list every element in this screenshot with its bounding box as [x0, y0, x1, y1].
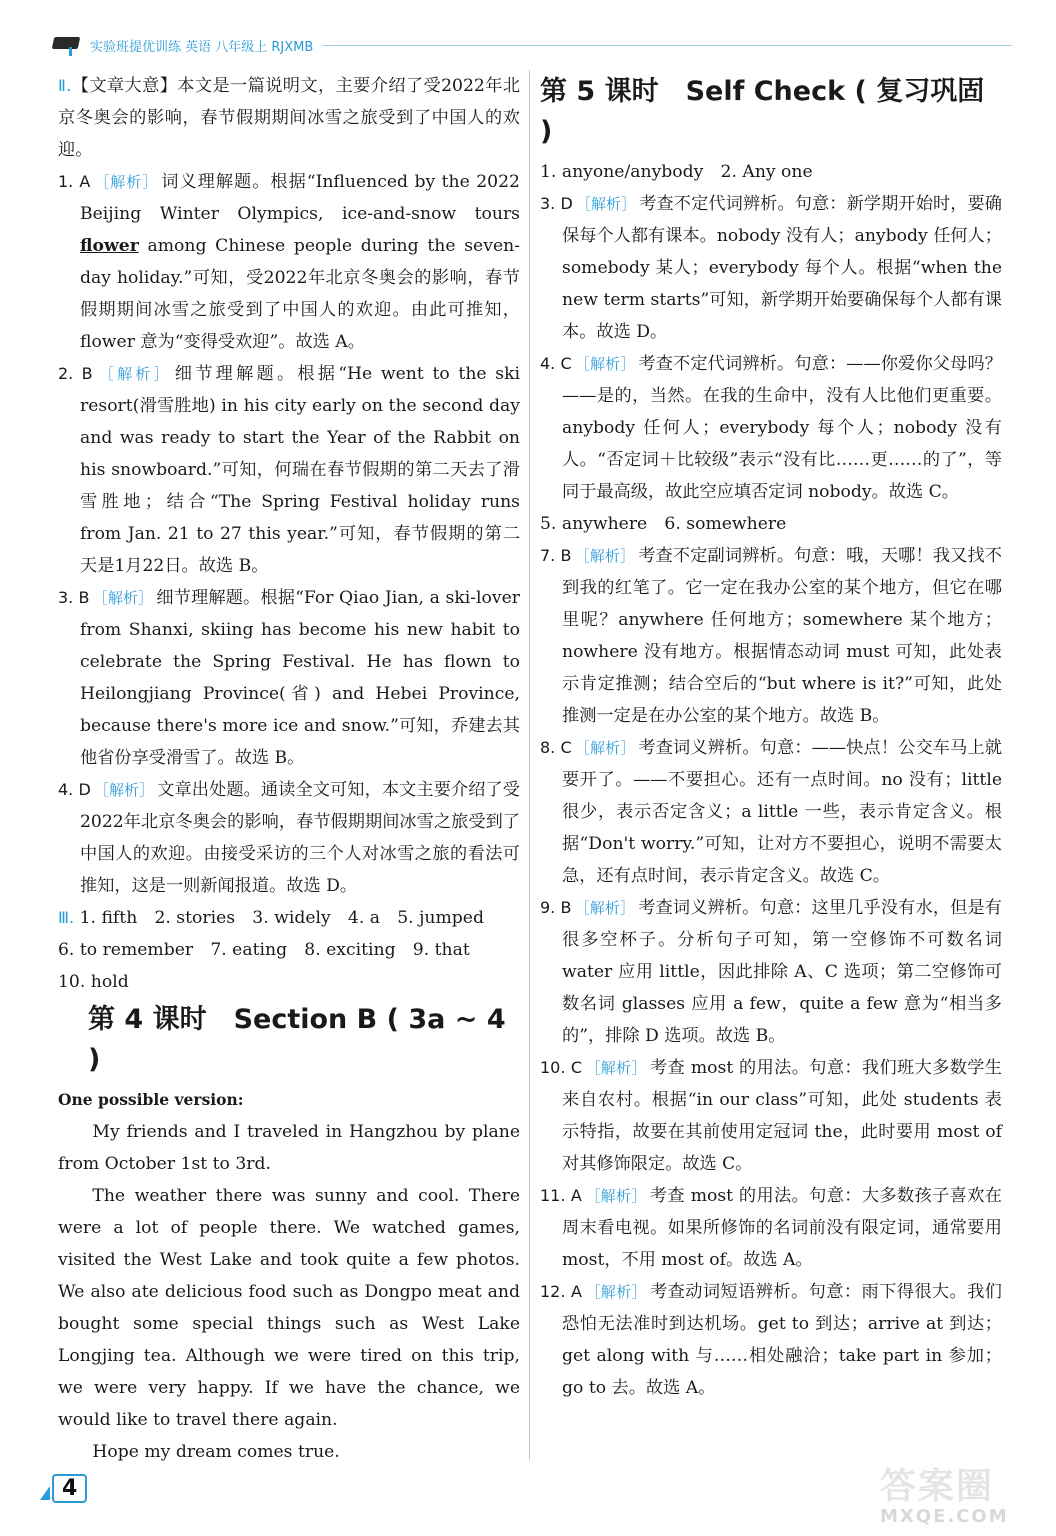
part-ii-summary: Ⅱ.【文章大意】本文是一篇说明文，主要介绍了受2022年北京冬奥会的影响，春节假期期间冰雪之旅受到了中国人的欢迎。 [58, 76, 521, 160]
answer-item: 1. A ［解析］ 词义理解题。根据“Influenced by the 2022 Beijing Winter Olympics, ice-and-snow tours flower among Chinese people during the seven-day holiday.”可知，受2022年北京冬奥会的影响，春节假期期间冰雪之旅受到了中国人的欢迎。由此可推知，flower 意为“变得受欢迎”。故选 A。 [58, 172, 520, 352]
left-column [58, 70, 520, 1468]
analysis-tag: ［解析］ [584, 1283, 648, 1301]
analysis-tag: ［解析］ [574, 739, 636, 757]
possible-version-label: One possible version: [58, 1090, 244, 1109]
answer-item: 4. D ［解析］ 文章出处题。通读全文可知，本文主要介绍了受2022年北京冬奥会的影响，春节假期期间冰雪之旅受到了中国人的欢迎。由接受采访的三个人对冰雪之旅的看法可推知，这是一则新闻报道。故选 D。 [58, 780, 520, 896]
header-title: 实验班提优训练 英语 八年级上 RJXMB [90, 39, 314, 55]
analysis-tag: ［解析］ [585, 1059, 647, 1077]
answer-item: 2. B ［解析］ 细节理解题。根据“He went to the ski resort(滑雪胜地) in his city early on the second day and was ready to start the Year of the Rabbit on his snowboard.”可知，何瑞在春节假期的第二天去了滑雪胜地；结合“The Spring Festival holiday runs from Jan. 21 to 27 this year.”可知，春节假期的第二天是1月22日。故选 B。 [58, 364, 520, 576]
page-header [52, 30, 1012, 60]
answer-item: 9. B ［解析］ 考查词义辨析。句意：这里几乎没有水，但是有很多空杯子。分析句子可知，第一空修饰不可数名词 water 应用 little，因此排除 A、C 选项；第二空修饰可数名词 glasses 应用 a few，quite a few 意为“相当多的”，排除 D 选项。故选 B。 [540, 898, 1002, 1046]
essay-paragraph: My friends and I traveled in Hangzhou by plane from October 1st to 3rd. [58, 1122, 520, 1174]
analysis-tag: ［解析］ [584, 1187, 647, 1205]
answer-item: 4. C ［解析］ 考查不定代词辨析。句意：——你爱你父母吗？——是的，当然。在我的生命中，没有人比他们更重要。anybody 任何人；everybody 每个人；nobody 没有人。“否定词＋比较级”表示“没有比……更……的了”，等同于最高级，故此空应填否定词 nobody。故选 C。 [540, 354, 1002, 502]
page-number [40, 1472, 90, 1504]
analysis-tag: ［解析］ [574, 547, 636, 565]
graduation-cap-icon [52, 33, 80, 57]
answer-item: 3. D ［解析］ 考查不定代词辨析。句意：新学期开始时，要确保每个人都有课本。nobody 没有人；anybody 任何人；somebody 某人；everybody 每个人。根据“when the new term starts”可知，新学期开始要确保每个人都有课本。故选 D。 [540, 194, 1002, 342]
answer-item: 12. A ［解析］ 考查动词短语辨析。句意：雨下得很大。我们恐怕无法准时到达机场。get to 到达；arrive at 到达；get along with 与……相处融洽；take part in 参加；go to 去。故选 A。 [540, 1282, 1002, 1398]
part-iii-line: 10. hold [58, 972, 129, 992]
answer-item: 3. B ［解析］ 细节理解题。根据“For Qiao Jian, a ski-lover from Shanxi, skiing has become his new habit to celebrate the Spring Festival. He has flown to Heilongjiang Province(省) and Hebei Province, because there's more ice and snow.”可知，乔建去其他省份享受滑雪了。故选 B。 [58, 588, 520, 768]
column-divider [529, 70, 530, 1460]
page-number-value: 4 [52, 1474, 87, 1503]
highlighted-word: flower [80, 236, 139, 256]
analysis-tag: ［解析］ [92, 589, 154, 607]
short-answers: 1. anyone/anybody 2. Any one [540, 162, 813, 182]
analysis-tag: ［解析］ [575, 195, 637, 213]
answer-item: 8. C ［解析］ 考查词义辨析。句意：——快点！公交车马上就要开了。——不要担心。还有一点时间。no 没有；little 很少，表示否定含义；a little 一些，表示肯定含义。根据“Don't worry.”可知，让对方不要担心，说明不需要太急，还有点时间，表示肯定含义。故选 C。 [540, 738, 1002, 886]
page-corner-icon [40, 1486, 50, 1500]
section-title: 第 4 课时 Section B ( 3a ~ 4 ) [88, 1004, 506, 1075]
watermark-logo: 答案圈 MXQE.COM [880, 1466, 1009, 1527]
section-title: 第 5 课时 Self Check ( 复习巩固 ) [540, 76, 985, 147]
answer-item: 10. C ［解析］ 考查 most 的用法。句意：我们班大多数学生来自农村。根据“in our class”可知，此处 students 表示特指，故要在其前使用定冠词 the，此时要用 most of 对其修饰限定。故选 C。 [540, 1058, 1002, 1174]
analysis-tag: ［解析］ [574, 899, 636, 917]
answer-item: 7. B ［解析］ 考查不定副词辨析。句意：哦，天哪！我又找不到我的红笔了。它一定在我办公室的某个地方，但它在哪里呢？anywhere 任何地方；somewhere 某个地方；nowhere 没有地方。根据情态动词 must 可知，此处表示肯定推测；结合空后的“but where is it?”可知，此处推测一定是在办公室的某个地方。故选 B。 [540, 546, 1002, 726]
analysis-tag: ［解析］ [574, 355, 636, 373]
answer-item: 11. A ［解析］ 考查 most 的用法。句意：大多数孩子喜欢在周末看电视。如果所修饰的名词前没有限定词，通常要用 most，不用 most of。故选 A。 [540, 1186, 1002, 1270]
part-ii-label: Ⅱ. [58, 76, 72, 95]
essay-paragraph: Hope my dream comes true. [92, 1442, 340, 1462]
part-iii-line: 6. to remember 7. eating 8. exciting 9. that [58, 940, 470, 960]
short-answers: 5. anywhere 6. somewhere [540, 514, 787, 534]
analysis-tag: ［解析］ [93, 781, 155, 799]
analysis-tag: ［解析］ [95, 365, 172, 383]
part-iii-label: Ⅲ. [58, 908, 75, 927]
right-column [540, 70, 1002, 1404]
analysis-tag: ［解析］ [93, 173, 159, 191]
part-iii-line: Ⅲ. 1. fifth 2. stories 3. widely 4. a 5. jumped [58, 908, 484, 928]
essay-paragraph: The weather there was sunny and cool. There were a lot of people there. We watched games, visited the West Lake and took quite a few photos. We also ate delicious food such as Dongpo meat and bought some special things such as West Lake Longjing tea. Although we were tired on this trip, we were very happy. If we have the chance, we would like to travel there again. [58, 1186, 520, 1430]
header-rule [323, 45, 1012, 46]
